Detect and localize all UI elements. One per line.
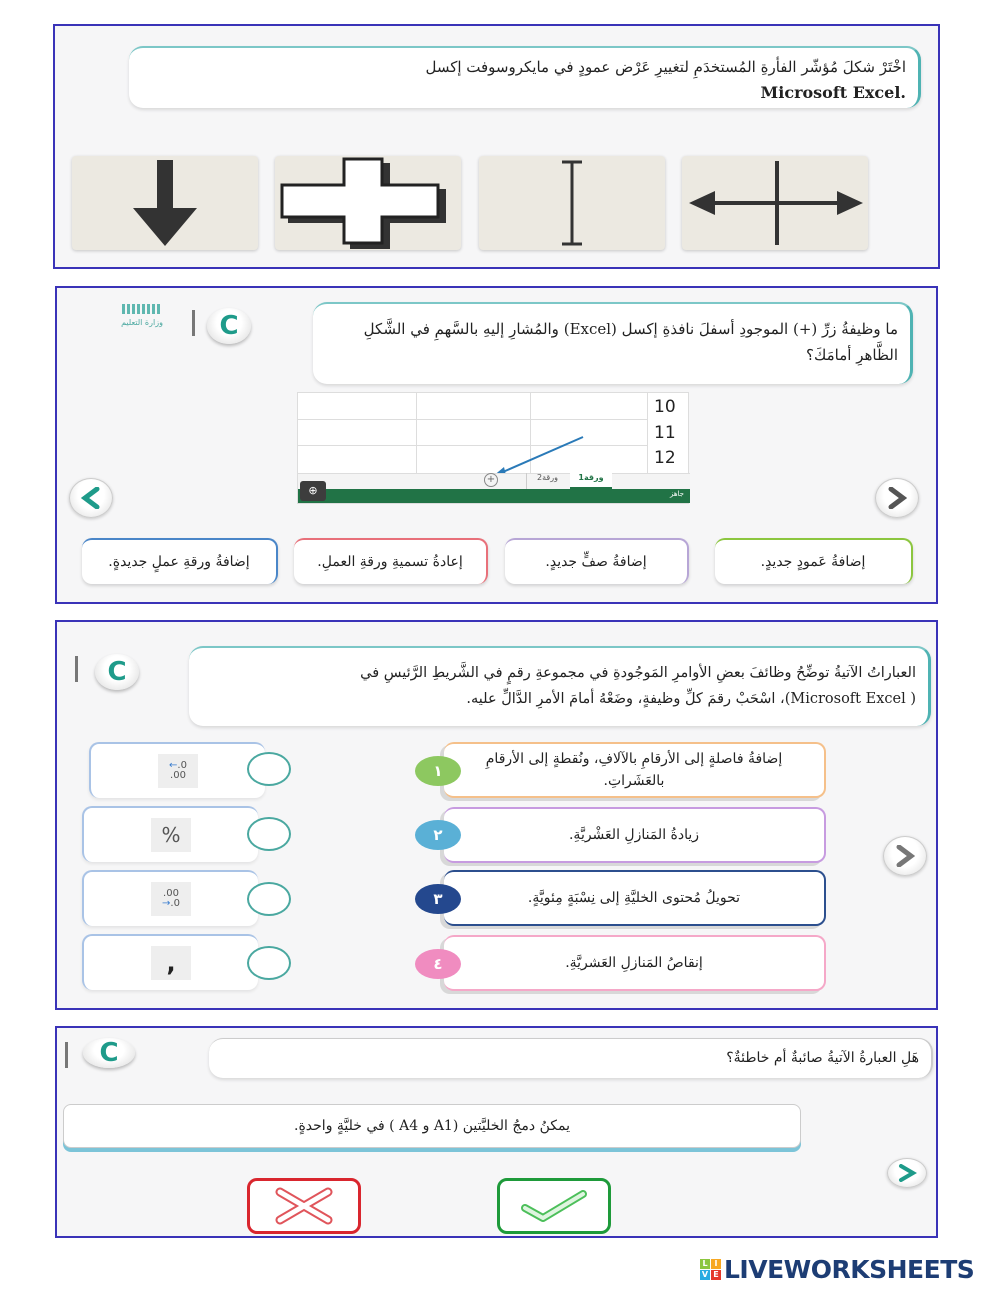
drop-zone-1[interactable] [247, 752, 291, 786]
row-number-12: 12 [654, 448, 676, 468]
prompt-text: هَلِ العبارةُ الآتيةُ صائبةٌ أم خاطئةٌ؟ [726, 1050, 919, 1066]
chevron-right-icon [895, 845, 915, 867]
question-1-prompt [129, 46, 921, 108]
chevron-right-icon [897, 1164, 917, 1182]
sheet-tab-2[interactable]: ورقة2 [526, 473, 568, 489]
target-percent-style [82, 806, 258, 862]
comma-style-icon: , [151, 946, 191, 980]
sheet-tab-1[interactable]: ورقة1 [570, 473, 612, 489]
question-2-panel [55, 286, 938, 604]
question-3-prompt [189, 646, 931, 726]
draggable-number-3[interactable]: ٣ [415, 884, 461, 914]
divider [75, 656, 78, 682]
decrease-decimal-icon: ←.0 .00 [158, 754, 198, 788]
option-i-beam-cursor[interactable] [479, 156, 665, 250]
prompt-line-1: ما وظيفةُ زرِّ (+) الموجودِ أسفلَ نافذةِ إكسل (Excel) والمُشارِ إليهِ بالسَّهمِ في الشَّكلِ [363, 320, 898, 338]
zoom-icon[interactable]: ⊕ [300, 481, 326, 501]
question-4-panel [55, 1026, 938, 1238]
option-down-arrow-cursor[interactable] [72, 156, 258, 250]
reload-button[interactable] [95, 654, 139, 690]
option-add-row[interactable]: إضافةُ صفٍّ جديدٍ. [505, 538, 689, 584]
check-mark-icon [519, 1188, 589, 1224]
draggable-number-2[interactable]: ٢ [415, 820, 461, 850]
question-4-prompt [209, 1038, 933, 1078]
statement-2: زيادةُ المَنازلِ العَشْريَّةِ. [444, 807, 826, 863]
target-decrease-decimal [89, 742, 265, 798]
i-beam-icon [552, 158, 592, 248]
question-1-panel [53, 24, 940, 269]
add-sheet-button[interactable]: + [484, 473, 498, 487]
prompt-line-2: Microsoft Excel. [760, 83, 906, 102]
divider [65, 1042, 68, 1068]
draggable-number-1[interactable]: ١ [415, 756, 461, 786]
drop-zone-4[interactable] [247, 946, 291, 980]
next-button[interactable] [883, 836, 927, 876]
reload-icon: C [219, 311, 239, 341]
statement-4: إنقاصُ المَنازلِ العَشريَّةِ. [444, 935, 826, 991]
reload-icon: C [99, 1038, 119, 1068]
liveworksheets-logo [700, 1254, 974, 1284]
prompt-line-1: العباراتُ الآتيةُ توضِّحُ وظائفَ بعضِ الأوامرِ المَوجُودةِ في مجموعةِ رقمٍ في الشَّريطِ الرَّئيسِ في [360, 665, 916, 681]
brand-name: LIVEWORKSHEETS [724, 1254, 975, 1284]
true-button[interactable] [497, 1178, 611, 1234]
chevron-right-icon [887, 487, 907, 509]
excel-screenshot [297, 392, 689, 504]
reload-button[interactable] [207, 308, 251, 344]
statement-1: إضافةُ فاصلةٍ إلى الأرقامِ بالآلافِ، ونُقطةٍ إلى الأرقامِ بالعَشَراتِ. [444, 742, 826, 798]
prompt-line-2: الظَّاهرِ أمامَكَ؟ [806, 346, 898, 364]
ministry-logo: وزارة التعليم [103, 304, 181, 336]
chevron-left-icon [81, 487, 101, 509]
column-resize-icon [685, 157, 865, 249]
false-button[interactable] [247, 1178, 361, 1234]
option-plus-cursor[interactable] [275, 156, 461, 250]
option-column-resize-cursor[interactable] [682, 156, 868, 250]
next-button[interactable] [887, 1158, 927, 1188]
percent-style-icon: % [151, 818, 191, 852]
target-increase-decimal [82, 870, 258, 926]
statement-box: يمكنُ دمجُ الخليَّتين (A1 و A4 ) في خليَّةٍ واحدةٍ. [63, 1104, 801, 1148]
target-comma-style [82, 934, 258, 990]
option-add-sheet[interactable]: إضافةُ ورقةِ عملٍ جديدةٍ. [82, 538, 278, 584]
prev-button[interactable] [69, 478, 113, 518]
logo-blocks: L I V E [700, 1259, 721, 1280]
prompt-line-1: اخْتَرْ شكلَ مُؤشّر الفأرةِ المُستخدَمِ لتغييرِ عَرْض عمودٍ في مايكروسوفت إكسل [425, 58, 906, 76]
question-2-prompt [313, 302, 913, 384]
drop-zone-3[interactable] [247, 882, 291, 916]
x-mark-icon [274, 1186, 334, 1226]
plus-cursor-icon [278, 157, 458, 249]
reload-button[interactable] [83, 1038, 135, 1068]
divider [192, 310, 195, 336]
increase-decimal-icon: .00 →.0 [151, 882, 191, 916]
draggable-number-4[interactable]: ٤ [415, 949, 461, 979]
drop-zone-2[interactable] [247, 817, 291, 851]
option-add-column[interactable]: إضافةُ عَمودٍ جديدٍ. [715, 538, 913, 584]
reload-icon: C [107, 657, 127, 687]
option-rename-sheet[interactable]: إعادةُ تسميةِ ورقةِ العملِ. [294, 538, 488, 584]
row-number-11: 11 [654, 423, 676, 443]
down-arrow-icon [125, 158, 205, 248]
prompt-line-2: ( Microsoft Excel)، اسْحَبْ رقمَ كلِّ وظيفةٍ، وضَعْهُ أمامَ الأمرِ الدَّالِّ عليه. [466, 691, 916, 707]
row-number-10: 10 [654, 397, 676, 417]
status-bar: جاهز [298, 489, 690, 503]
statement-3: تحويلُ مُحتوى الخليَّةِ إلى نِسْبَةٍ مِئويَّةٍ. [444, 870, 826, 926]
next-button[interactable] [875, 478, 919, 518]
question-3-panel [55, 620, 938, 1010]
